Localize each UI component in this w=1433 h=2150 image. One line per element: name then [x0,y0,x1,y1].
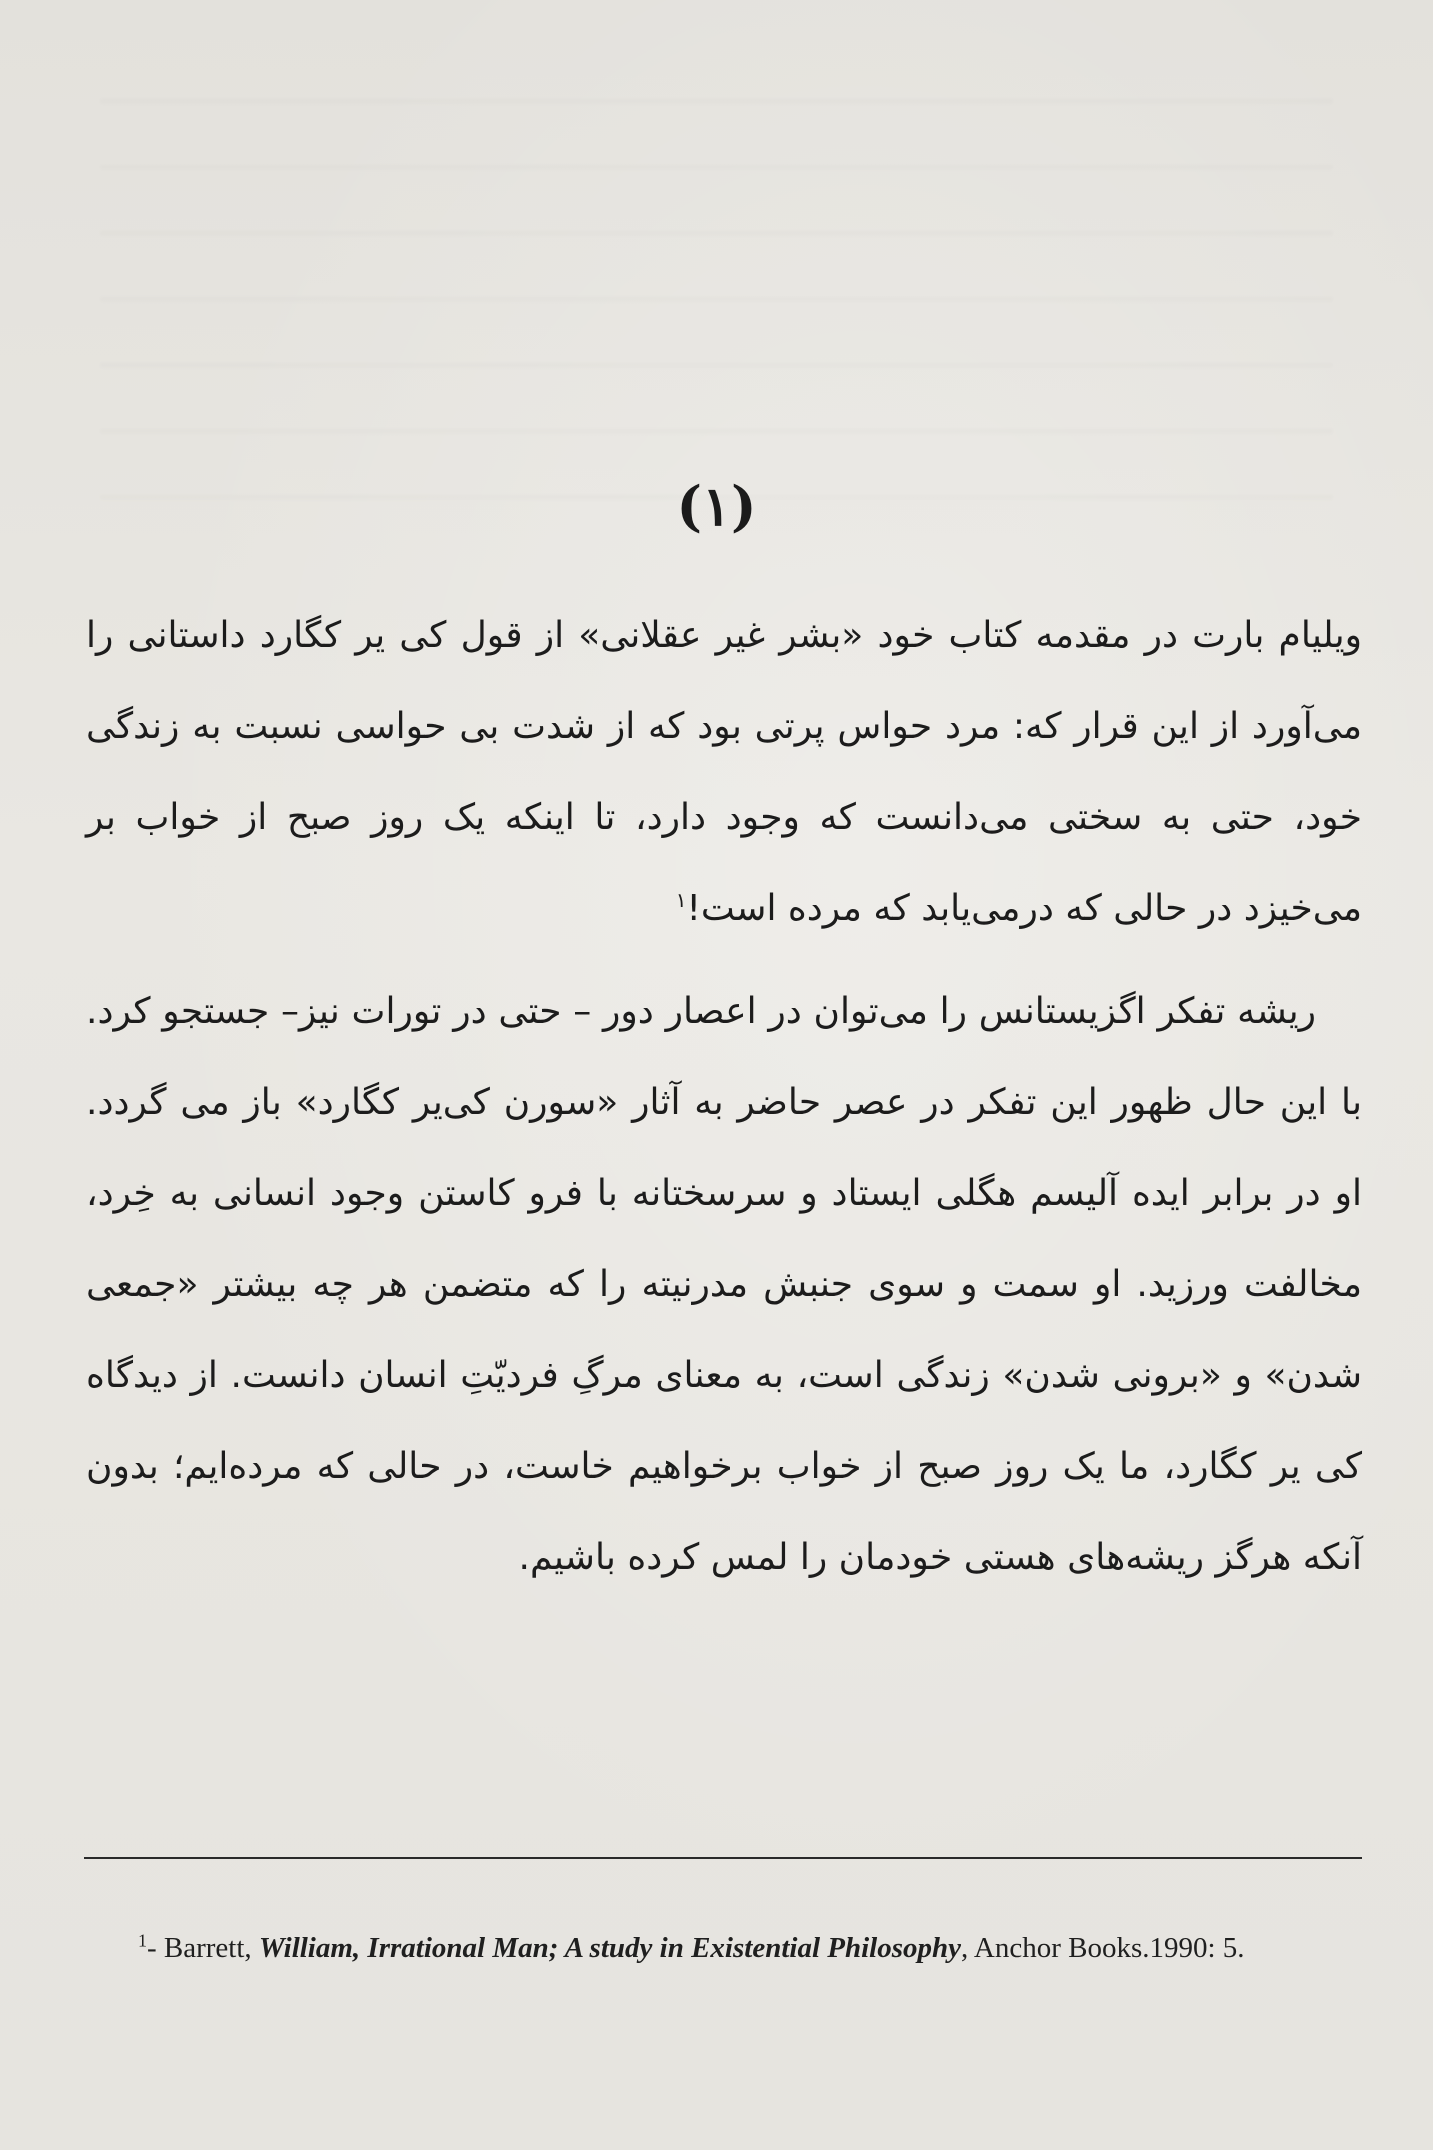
footnote-reference: ۱ [675,888,687,912]
footnote-title: William, Irrational Man; A study in Existential Philosophy [258,1932,961,1964]
section-number: (۱) [676,474,757,538]
footnote-author: - Barrett, [147,1932,259,1964]
paragraph-2-text: ریشه تفکر اگزیستانس را می‌توان در اعصار دور – حتی در تورات نیز– جستجو کرد. با این حال ظهور این تفکر در عصر حاضر به آثار «سورن کی‌یر کگارد» باز می گردد. او در برابر ایده آلیسم هگلی ایستاد و سرسختانه با فرو کاستن وجود انسانی به خِرد، مخالفت ورزید. او سمت و سوی جنبش مدرنیته را که متضمن هر چه بیشتر «جمعی شدن» و «برونی شدن» زندگی است، به معنای مرگِ فردیّتِ انسان دانست. از دیدگاه کی یر کگارد، ما یک روز صبح از خواب برخواهیم خاست، در حالی که مرده‌ایم؛ بدون آنکه هرگز ریشه‌های هستی خودمان را لمس کرده باشیم. [86,991,1362,1578]
footnote-divider [84,1857,1362,1859]
paragraph-2 [86,966,1362,1603]
footnote-publication: , Anchor Books.1990: 5. [961,1932,1245,1964]
paragraph-1 [86,590,1362,954]
footnote [138,1926,1334,1970]
paragraph-1-text: ویلیام بارت در مقدمه کتاب خود «بشر غیر عقلانی» از قول کی یر کگارد داستانی را می‌آورد از این قرار که: مرد حواس پرتی بود که از شدت بی حواسی نسبت به زندگی خود، حتی به سختی می‌دانست که وجود دارد، تا اینکه یک روز صبح از خواب بر می‌خیزد در حالی که درمی‌یابد که مرده است! [86,615,1362,929]
body-text [86,590,1362,1603]
footnote-marker: 1 [138,1930,147,1951]
